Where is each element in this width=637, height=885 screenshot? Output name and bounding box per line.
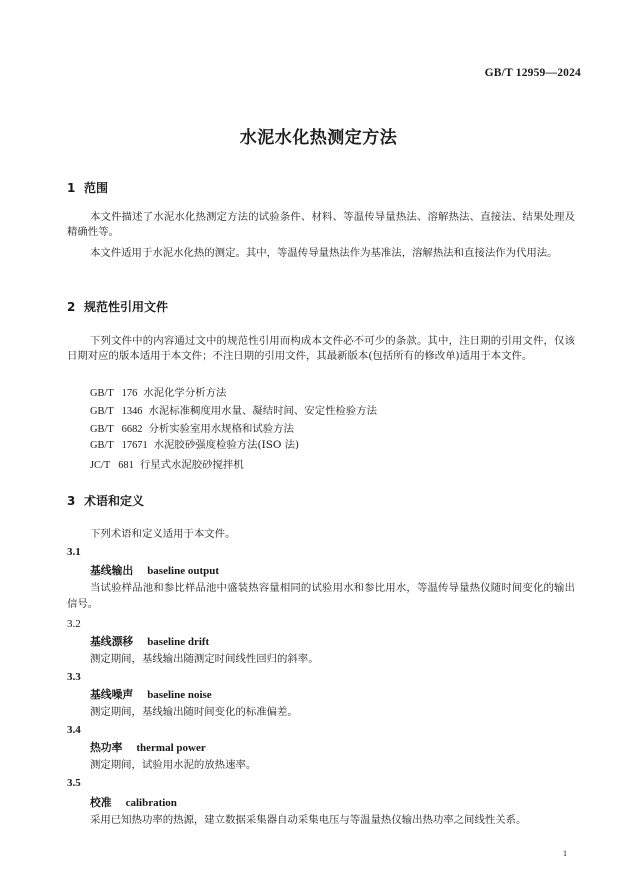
section-heading-references: [67, 298, 168, 315]
term-number: 3.1: [67, 546, 81, 558]
term-english: baseline noise: [147, 689, 212, 701]
reference-item: [90, 422, 294, 437]
term-heading: [90, 740, 206, 755]
term-chinese: 基线输出: [90, 564, 134, 577]
reference-number: 681: [118, 460, 134, 471]
term-english: baseline drift: [147, 636, 210, 648]
term-english: calibration: [125, 797, 177, 809]
reference-number: 1346: [121, 406, 143, 417]
term-definition: 测定期间，基线输出随测定时间线性回归的斜率。: [90, 653, 319, 665]
reference-number: 176: [121, 388, 138, 399]
reference-item: [90, 386, 226, 401]
reference-code: JC/T: [90, 460, 111, 471]
term-definition: 当试验样品池和参比样品池中盛装热容量相同的试验用水和参比用水，等温传导量热仪随时间变化的输出信号。: [67, 582, 575, 610]
section-heading-scope: [67, 179, 108, 196]
reference-item: [90, 404, 377, 419]
reference-code: GB/T: [90, 440, 114, 451]
term-english: thermal power: [136, 742, 206, 754]
term-number: 3.5: [67, 777, 81, 789]
reference-number: 6682: [121, 424, 143, 435]
reference-number: 17671: [121, 440, 148, 451]
reference-title: 行星式水泥胶砂搅拌机: [139, 459, 244, 471]
term-definition: 采用已知热功率的热源，建立数据采集器自动采集电压与等温量热仪输出热功率之间线性关系。: [90, 814, 527, 826]
reference-title: 水泥胶砂强度检验方法(ISO 法): [153, 439, 300, 451]
paragraph-scope-2: 本文件适用于水泥水化热的测定。其中，等温传导量热法作为基准法，溶解热法和直接法作为代用法。: [90, 247, 558, 259]
section-title: 术语和定义: [84, 494, 145, 508]
section-number: 2: [67, 300, 76, 314]
reference-item: [90, 458, 244, 473]
paragraph-references-intro: 下列文件中的内容通过文中的规范性引用而构成本文件必不可少的条款。其中，注日期的引用文件，仅该日期对应的版本适用于本文件；不注日期的引用文件，其最新版本(包括所有的修改单)适用于本文件。: [67, 335, 575, 362]
term-heading: [90, 687, 212, 702]
term-heading: [90, 634, 209, 649]
paragraph-terms-intro: 下列术语和定义适用于本文件。: [90, 528, 236, 540]
term-definition: 测定期间，试验用水泥的放热速率。: [90, 759, 257, 771]
term-number: 3.2: [67, 618, 81, 630]
term-number: 3.3: [67, 671, 81, 683]
section-number: 1: [67, 181, 76, 195]
reference-item: [90, 438, 299, 453]
reference-title: 水泥标准稠度用水量、凝结时间、安定性检验方法: [148, 405, 378, 417]
term-chinese: 基线漂移: [90, 635, 134, 648]
standard-code: GB/T 12959—2024: [484, 67, 581, 79]
reference-title: 分析实验室用水规格和试验方法: [148, 423, 294, 435]
term-chinese: 基线噪声: [90, 688, 134, 701]
paragraph-scope-1: 本文件描述了水泥水化热测定方法的试验条件、材料、等温传导量热法、溶解热法、直接法、结果处理及精确性等。: [67, 211, 575, 238]
term-chinese: 校准: [90, 796, 112, 809]
page-number: 1: [563, 849, 567, 858]
reference-code: GB/T: [90, 424, 114, 435]
reference-title: 水泥化学分析方法: [143, 387, 227, 399]
term-heading: [90, 795, 177, 810]
term-heading: [90, 563, 219, 578]
section-title: 范围: [84, 181, 109, 195]
section-number: 3: [67, 494, 76, 508]
term-definition: 测定期间，基线输出随时间变化的标准偏差。: [90, 706, 298, 718]
document-title: 水泥水化热测定方法: [239, 128, 398, 148]
reference-code: GB/T: [90, 388, 114, 399]
term-chinese: 热功率: [90, 741, 123, 754]
section-heading-terms: [67, 492, 144, 509]
term-number: 3.4: [67, 724, 81, 736]
section-title: 规范性引用文件: [84, 300, 169, 314]
reference-code: GB/T: [90, 406, 114, 417]
term-english: baseline output: [147, 565, 220, 577]
